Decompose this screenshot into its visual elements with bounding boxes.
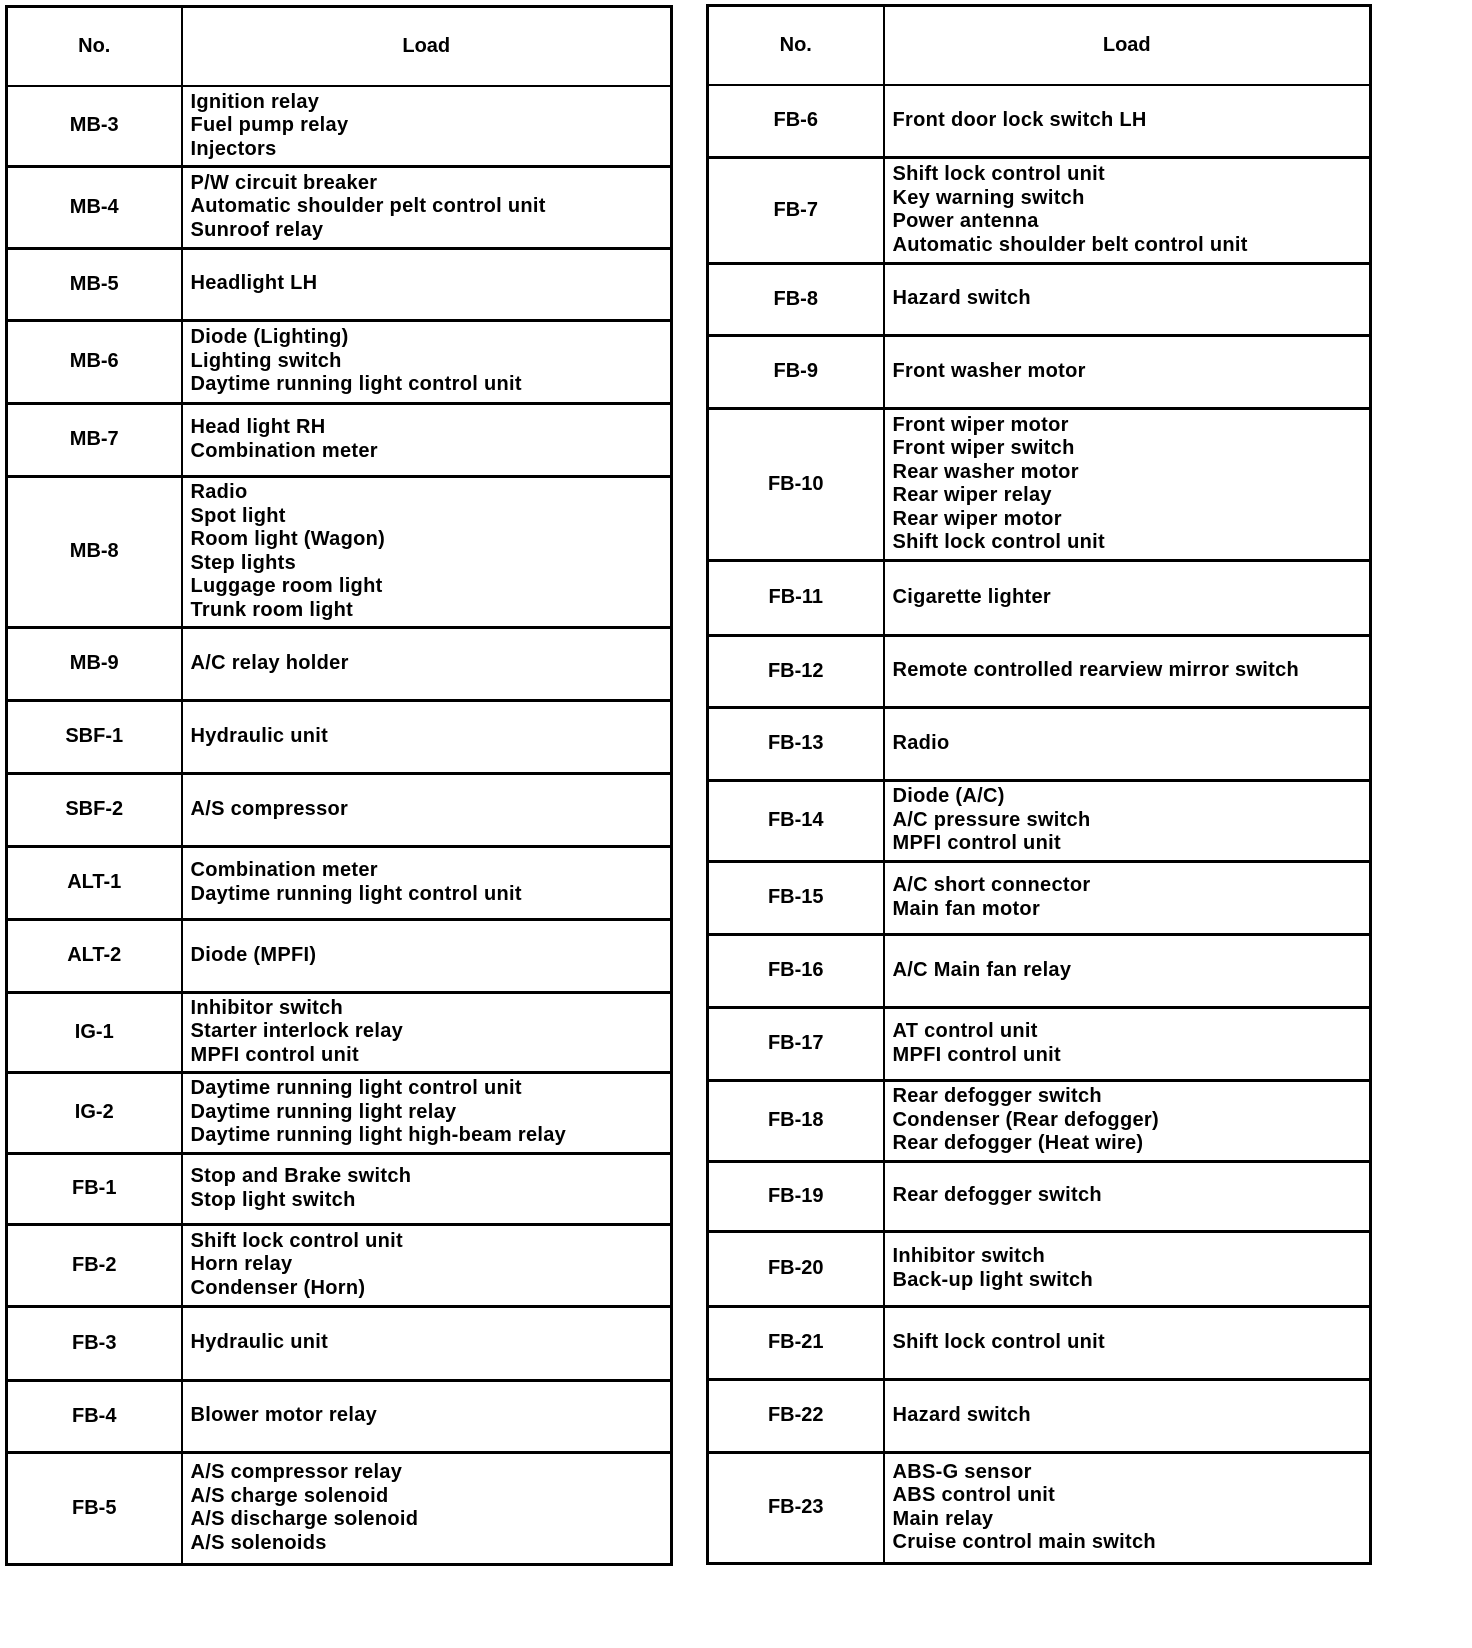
fuse-number: MB-5	[7, 248, 182, 320]
table-row	[7, 1380, 672, 1452]
load-item: Daytime running light control unit	[190, 1077, 522, 1100]
load-item: A/C Main fan relay	[892, 958, 1072, 981]
load-item: Rear defogger switch	[892, 1085, 1102, 1108]
load-item: Spot light	[190, 504, 286, 527]
load-cell	[182, 1452, 672, 1564]
load-item: AT control unit	[892, 1020, 1038, 1042]
load-item: Front door lock switch LH	[892, 109, 1147, 131]
load-item: Front wiper motor	[892, 413, 1069, 436]
table-row	[708, 85, 1371, 157]
load-cell	[884, 1379, 1371, 1452]
load-cell	[182, 476, 672, 627]
fuse-number: FB-7	[708, 157, 884, 263]
table-row	[7, 86, 672, 166]
load-cell	[182, 992, 672, 1072]
load-item: Inhibitor switch	[190, 996, 344, 1019]
table-row	[708, 1379, 1371, 1452]
load-cell	[884, 1306, 1371, 1379]
fuse-number: FB-12	[708, 635, 884, 707]
load-cell	[182, 919, 672, 992]
fuse-number: FB-16	[708, 934, 884, 1007]
fuse-number: SBF-2	[7, 773, 182, 846]
load-cell	[182, 248, 672, 320]
load-item: A/S charge solenoid	[190, 1484, 389, 1507]
fuse-number: FB-8	[708, 263, 884, 335]
load-item: Combination meter	[190, 859, 378, 881]
load-item: Remote controlled rearview mirror switch	[892, 659, 1300, 682]
load-cell	[182, 1306, 672, 1380]
table-row	[7, 1306, 672, 1380]
load-item: Combination meter	[190, 439, 378, 462]
load-item: Step lights	[190, 551, 297, 574]
load-item: Rear defogger (Heat wire)	[892, 1132, 1144, 1155]
load-item: Key warning switch	[892, 186, 1085, 209]
load-item: Shift lock control unit	[892, 1330, 1105, 1353]
load-item: A/C short connector	[892, 874, 1091, 896]
load-cell	[884, 560, 1371, 635]
fuse-number: MB-4	[7, 166, 182, 248]
fuse-number: FB-11	[708, 560, 884, 635]
table-row	[7, 1153, 672, 1224]
load-item: Automatic shoulder pelt control unit	[190, 195, 546, 218]
table-row	[708, 635, 1371, 707]
load-item: Main fan motor	[892, 897, 1041, 920]
load-item: Head light RH	[190, 416, 326, 438]
fuse-number: FB-21	[708, 1306, 884, 1379]
load-item: Hazard switch	[892, 287, 1031, 310]
table-row	[708, 1452, 1371, 1563]
fuse-number: FB-22	[708, 1379, 884, 1452]
table-row	[708, 1161, 1371, 1231]
load-item: Shift lock control unit	[892, 163, 1105, 185]
table-row	[708, 335, 1371, 408]
load-item: Condenser (Horn)	[190, 1276, 366, 1299]
load-item: Ignition relay	[190, 90, 320, 113]
table-row	[7, 919, 672, 992]
load-cell	[182, 1072, 672, 1153]
fuse-number: FB-17	[708, 1007, 884, 1080]
fuse-number: FB-4	[7, 1380, 182, 1452]
load-item: Blower motor relay	[190, 1404, 378, 1427]
table-row	[708, 560, 1371, 635]
load-cell	[182, 1224, 672, 1306]
fuse-number: FB-15	[708, 861, 884, 934]
fuse-number: MB-8	[7, 476, 182, 627]
table-row	[7, 320, 672, 403]
table-row	[708, 934, 1371, 1007]
load-item: Sunroof relay	[190, 218, 324, 241]
table-row	[708, 1080, 1371, 1161]
fuse-number: FB-3	[7, 1306, 182, 1380]
load-cell	[884, 1080, 1371, 1161]
load-cell	[884, 85, 1371, 157]
load-item: ABS control unit	[892, 1484, 1056, 1506]
header-load: Load	[182, 7, 672, 87]
load-item: Shift lock control unit	[190, 1229, 403, 1252]
load-item: Back-up light switch	[892, 1268, 1093, 1291]
load-cell	[182, 403, 672, 476]
fuse-number: FB-1	[7, 1153, 182, 1224]
load-item: Hydraulic unit	[190, 724, 329, 747]
load-cell	[182, 1380, 672, 1452]
fuse-number: FB-20	[708, 1231, 884, 1306]
load-item: ABS-G sensor	[892, 1460, 1032, 1483]
table-row	[708, 1231, 1371, 1306]
table-row	[708, 1306, 1371, 1379]
load-item: Stop light switch	[190, 1188, 356, 1211]
load-cell	[884, 263, 1371, 335]
fuse-number: ALT-2	[7, 919, 182, 992]
load-cell	[884, 861, 1371, 934]
header-no: No.	[708, 6, 884, 86]
load-item: Luggage room light	[190, 575, 383, 597]
load-item: Daytime running light relay	[190, 1100, 457, 1123]
table-row	[7, 846, 672, 919]
fuse-number: MB-7	[7, 403, 182, 476]
load-item: Room light (Wagon)	[190, 528, 386, 550]
load-item: Diode (MPFI)	[190, 943, 317, 966]
fuse-number: SBF-1	[7, 700, 182, 773]
load-item: Daytime running light control unit	[190, 373, 522, 396]
header-no: No.	[7, 7, 182, 87]
load-cell	[884, 1161, 1371, 1231]
fuse-number: FB-19	[708, 1161, 884, 1231]
load-cell	[182, 700, 672, 773]
table-row	[708, 861, 1371, 934]
fuse-number: FB-5	[7, 1452, 182, 1564]
load-item: Radio	[892, 731, 950, 754]
load-item: Automatic shoulder belt control unit	[892, 233, 1248, 256]
load-cell	[884, 934, 1371, 1007]
table-row	[7, 248, 672, 320]
table-row	[708, 263, 1371, 335]
table-row	[708, 157, 1371, 263]
fuse-number: IG-2	[7, 1072, 182, 1153]
table-row	[7, 166, 672, 248]
load-item: Daytime running light control unit	[190, 882, 522, 905]
load-cell	[884, 1452, 1371, 1563]
load-item: Front washer motor	[892, 359, 1086, 382]
table-row	[7, 1072, 672, 1153]
load-item: Diode (Lighting)	[190, 326, 349, 349]
load-item: Rear defogger switch	[892, 1184, 1102, 1207]
fuse-number: FB-14	[708, 780, 884, 861]
fuse-number: MB-9	[7, 627, 182, 700]
load-item: Trunk room light	[190, 598, 354, 621]
load-cell	[884, 335, 1371, 408]
load-item: Front wiper switch	[892, 437, 1075, 459]
load-cell	[182, 86, 672, 166]
load-cell	[182, 166, 672, 248]
load-item: Injectors	[190, 137, 277, 160]
load-item: A/S compressor	[190, 797, 349, 820]
load-item: Rear washer motor	[892, 460, 1079, 483]
load-item: Daytime running light high-beam relay	[190, 1124, 567, 1147]
table-row	[7, 1224, 672, 1306]
load-item: MPFI control unit	[190, 1043, 359, 1066]
load-cell	[884, 635, 1371, 707]
load-item: Starter interlock relay	[190, 1020, 404, 1043]
fuse-number: FB-18	[708, 1080, 884, 1161]
load-item: Headlight LH	[190, 272, 318, 295]
load-item: Inhibitor switch	[892, 1245, 1046, 1267]
load-cell	[182, 320, 672, 403]
load-cell	[884, 408, 1371, 560]
table-row	[708, 707, 1371, 780]
load-cell	[884, 1231, 1371, 1306]
load-item: Rear wiper relay	[892, 484, 1052, 506]
load-item: Hydraulic unit	[190, 1331, 329, 1354]
fuse-number: FB-2	[7, 1224, 182, 1306]
header-load: Load	[884, 6, 1371, 86]
load-cell	[182, 773, 672, 846]
load-item: A/S discharge solenoid	[190, 1508, 419, 1530]
fuse-number: FB-6	[708, 85, 884, 157]
table-row	[7, 627, 672, 700]
load-item: Rear wiper motor	[892, 507, 1062, 530]
load-item: Horn relay	[190, 1253, 293, 1276]
load-cell	[884, 157, 1371, 263]
fuse-number: FB-10	[708, 408, 884, 560]
table-row	[708, 408, 1371, 560]
fuse-number: IG-1	[7, 992, 182, 1072]
load-item: Condenser (Rear defogger)	[892, 1108, 1159, 1131]
load-item: Main relay	[892, 1507, 994, 1530]
fuse-number: FB-13	[708, 707, 884, 780]
fuse-number: ALT-1	[7, 846, 182, 919]
load-cell	[884, 1007, 1371, 1080]
load-item: Lighting switch	[190, 349, 342, 372]
load-cell	[182, 627, 672, 700]
table-row	[708, 1007, 1371, 1080]
load-item: Power antenna	[892, 210, 1039, 232]
fuse-number: FB-23	[708, 1452, 884, 1563]
fuse-number: MB-3	[7, 86, 182, 166]
table-row	[7, 992, 672, 1072]
fuse-load-table-left	[5, 5, 673, 1566]
load-item: Cruise control main switch	[892, 1531, 1156, 1553]
table-row	[7, 1452, 672, 1564]
load-item: Hazard switch	[892, 1403, 1031, 1426]
load-item: A/S solenoids	[190, 1531, 327, 1554]
table-row	[7, 403, 672, 476]
load-item: A/C pressure switch	[892, 808, 1091, 831]
load-item: Fuel pump relay	[190, 114, 349, 136]
table-row	[7, 476, 672, 627]
table-row	[7, 773, 672, 846]
load-item: Stop and Brake switch	[190, 1165, 412, 1187]
table-row	[708, 780, 1371, 861]
load-item: Diode (A/C)	[892, 785, 1005, 808]
table-row	[7, 700, 672, 773]
load-item: Radio	[190, 481, 248, 503]
fuse-number: FB-9	[708, 335, 884, 408]
load-item: MPFI control unit	[892, 1043, 1061, 1066]
load-item: P/W circuit breaker	[190, 171, 378, 194]
load-cell	[884, 707, 1371, 780]
fuse-load-table-right	[706, 4, 1372, 1565]
load-cell	[182, 1153, 672, 1224]
load-item: MPFI control unit	[892, 832, 1061, 855]
load-item: A/C relay holder	[190, 651, 349, 674]
load-item: A/S compressor relay	[190, 1461, 403, 1483]
load-cell	[182, 846, 672, 919]
load-item: Cigarette lighter	[892, 585, 1051, 608]
load-cell	[884, 780, 1371, 861]
load-item: Shift lock control unit	[892, 531, 1105, 553]
fuse-number: MB-6	[7, 320, 182, 403]
